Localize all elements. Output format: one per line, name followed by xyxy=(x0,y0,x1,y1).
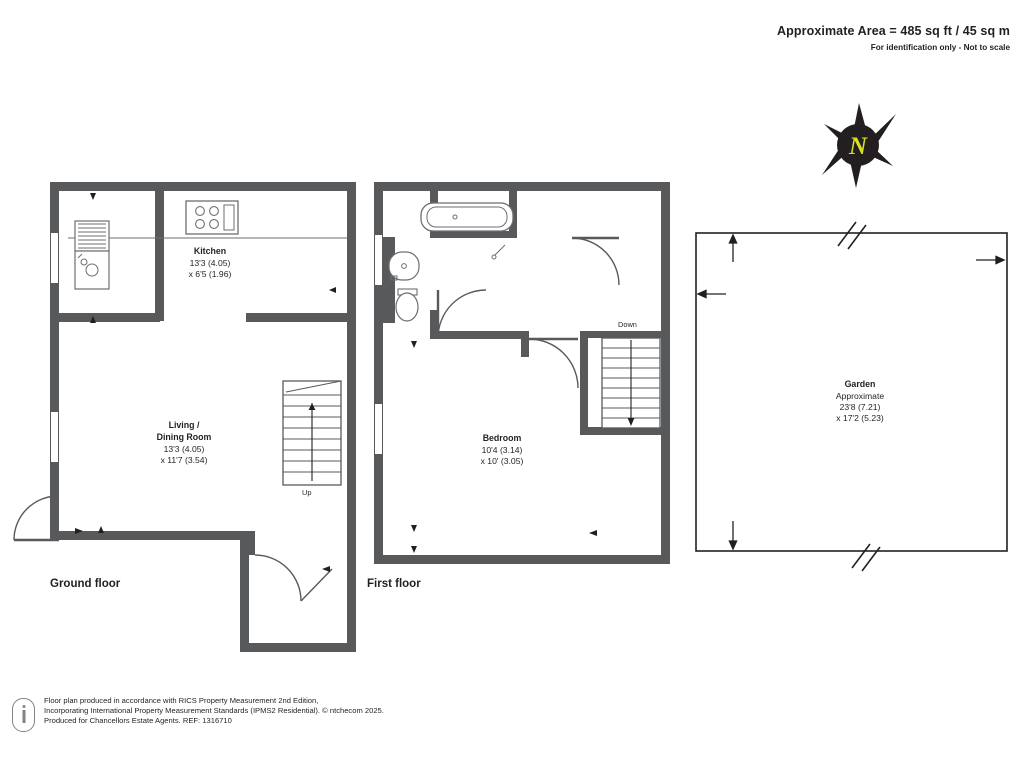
garden-dim-1: 23'8 (7.21) xyxy=(839,402,881,412)
bedroom-name: Bedroom xyxy=(482,433,522,443)
stair-down-label: Down xyxy=(618,320,637,329)
room-label-garden xyxy=(804,379,916,424)
ground-stair xyxy=(283,381,341,485)
garden-dim-2: x 17'2 (5.23) xyxy=(836,413,884,423)
garden-sub: Approximate xyxy=(835,391,885,401)
kitchen-name: Kitchen xyxy=(193,246,227,256)
approximate-area-text: Approximate Area = 485 sq ft / 45 sq m xyxy=(777,24,1010,38)
footer-text xyxy=(44,696,384,727)
first-floor-label: First floor xyxy=(367,578,421,590)
footer-line-3: Produced for Chancellors Estate Agents. REF: 1316710 xyxy=(44,716,232,726)
kitchen-dim-1: 13'3 (4.05) xyxy=(189,258,231,268)
bath-icon xyxy=(421,203,513,231)
kitchen-dim-2: x 6'5 (1.96) xyxy=(188,269,232,279)
living-name-line-1: Living / xyxy=(168,420,200,430)
first-floor-doors xyxy=(438,238,619,388)
room-label-kitchen xyxy=(155,246,265,280)
first-floor-plan xyxy=(374,182,670,564)
compass-north-letter: N xyxy=(848,133,868,160)
living-dim-2: x 11'7 (3.54) xyxy=(160,455,208,465)
footer-line-1: Floor plan produced in accordance with RICS Property Measurement 2nd Edition, xyxy=(44,696,319,705)
ground-floor-label: Ground floor xyxy=(50,578,121,590)
room-label-bedroom xyxy=(446,433,558,467)
living-dim-1: 13'3 (4.05) xyxy=(163,444,205,454)
first-stair xyxy=(602,338,660,428)
kitchen-hob-icon xyxy=(186,201,238,234)
room-label-living-dining xyxy=(128,420,240,466)
footer-line-2: Incorporating International Property Measurement Standards (IPMS2 Residential). © ntchecom 2025. xyxy=(44,706,384,716)
identification-note: For identification only - Not to scale xyxy=(870,43,1010,52)
bedroom-dim-1: 10'4 (3.14) xyxy=(481,445,523,455)
first-floor-door-leaves xyxy=(438,238,619,339)
toilet-icon xyxy=(396,289,418,321)
compass-rose xyxy=(822,103,896,188)
living-name-line-2: Dining Room xyxy=(156,432,212,442)
bedroom-dim-2: x 10' (3.05) xyxy=(480,456,524,466)
stair-up-label: Up xyxy=(302,488,312,497)
footer xyxy=(12,696,384,732)
kitchen-sink-icon xyxy=(75,221,109,289)
garden-name: Garden xyxy=(844,379,876,389)
person-icon xyxy=(12,698,35,732)
